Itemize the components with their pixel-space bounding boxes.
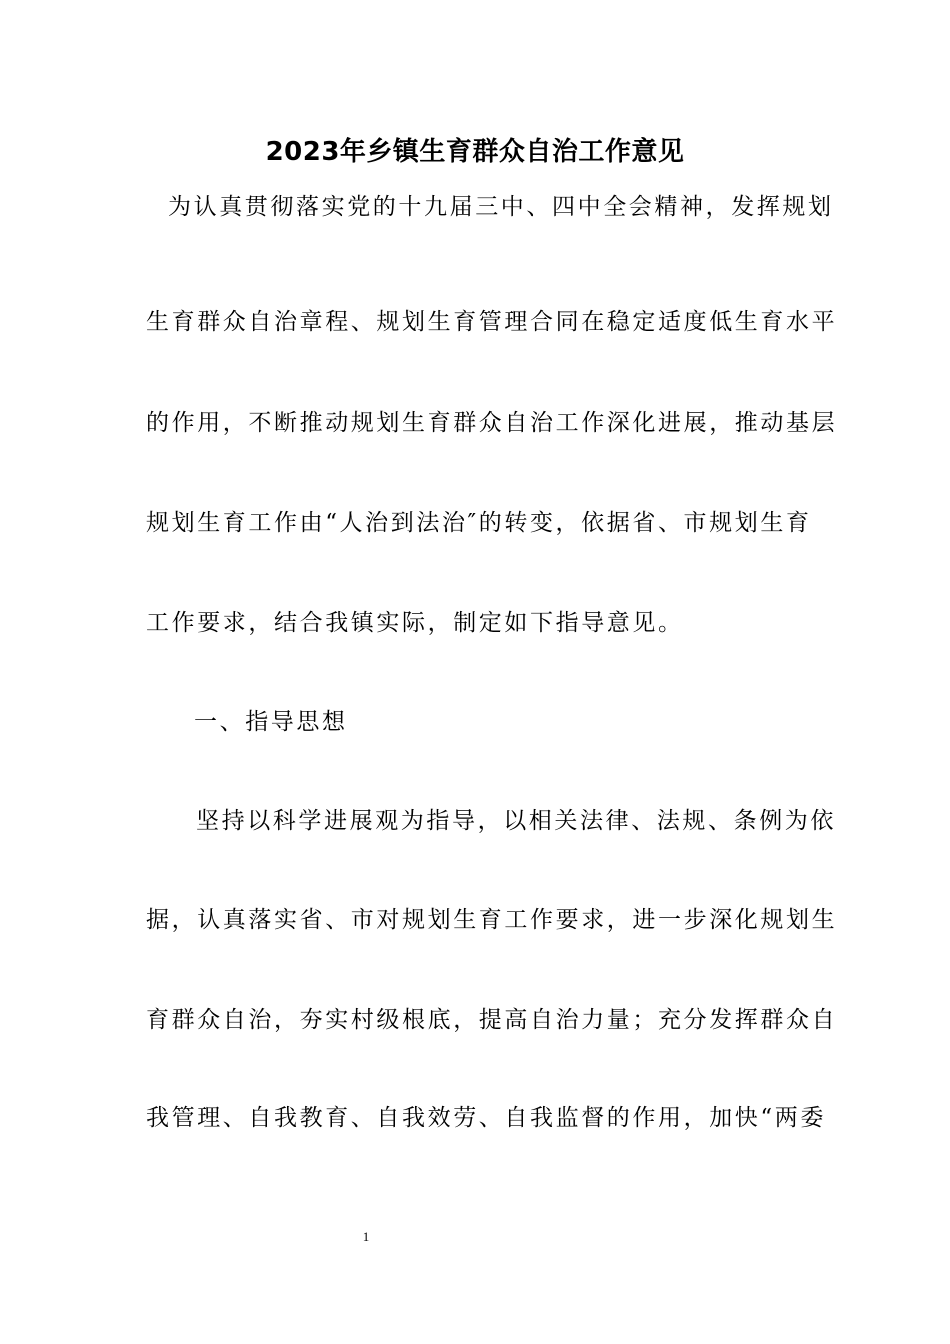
paragraph-2-line-4: 我管理、自我教育、自我效劳、自我监督的作用，加快“两委: [146, 1105, 826, 1131]
paragraph-1-line-3: 的作用，不断推动规划生育群众自治工作深化进展，推动基层: [146, 410, 838, 436]
section-heading-1: 一、指导思想: [194, 709, 348, 735]
paragraph-1-line-2: 生育群众自治章程、规划生育管理合同在稳定适度低生育水平: [146, 309, 838, 335]
paragraph-2-line-1: 坚持以科学进展观为指导，以相关法律、法规、条例为依: [196, 808, 836, 834]
paragraph-2-line-2: 据，认真落实省、市对规划生育工作要求，进一步深化规划生: [146, 907, 838, 933]
paragraph-1-line-4: 规划生育工作由“人治到法治″的转变，依据省、市规划生育: [146, 510, 812, 536]
paragraph-1-line-1: 为认真贯彻落实党的十九届三中、四中全会精神，发挥规划: [168, 194, 834, 220]
page-number: 1: [362, 1229, 370, 1244]
document-title: 2023年乡镇生育群众自治工作意见: [265, 137, 685, 167]
paragraph-1-line-5: 工作要求，结合我镇实际，制定如下指导意见。: [146, 610, 684, 636]
paragraph-2-line-3: 育群众自治，夯实村级根底，提高自治力量；充分发挥群众自: [146, 1007, 838, 1033]
